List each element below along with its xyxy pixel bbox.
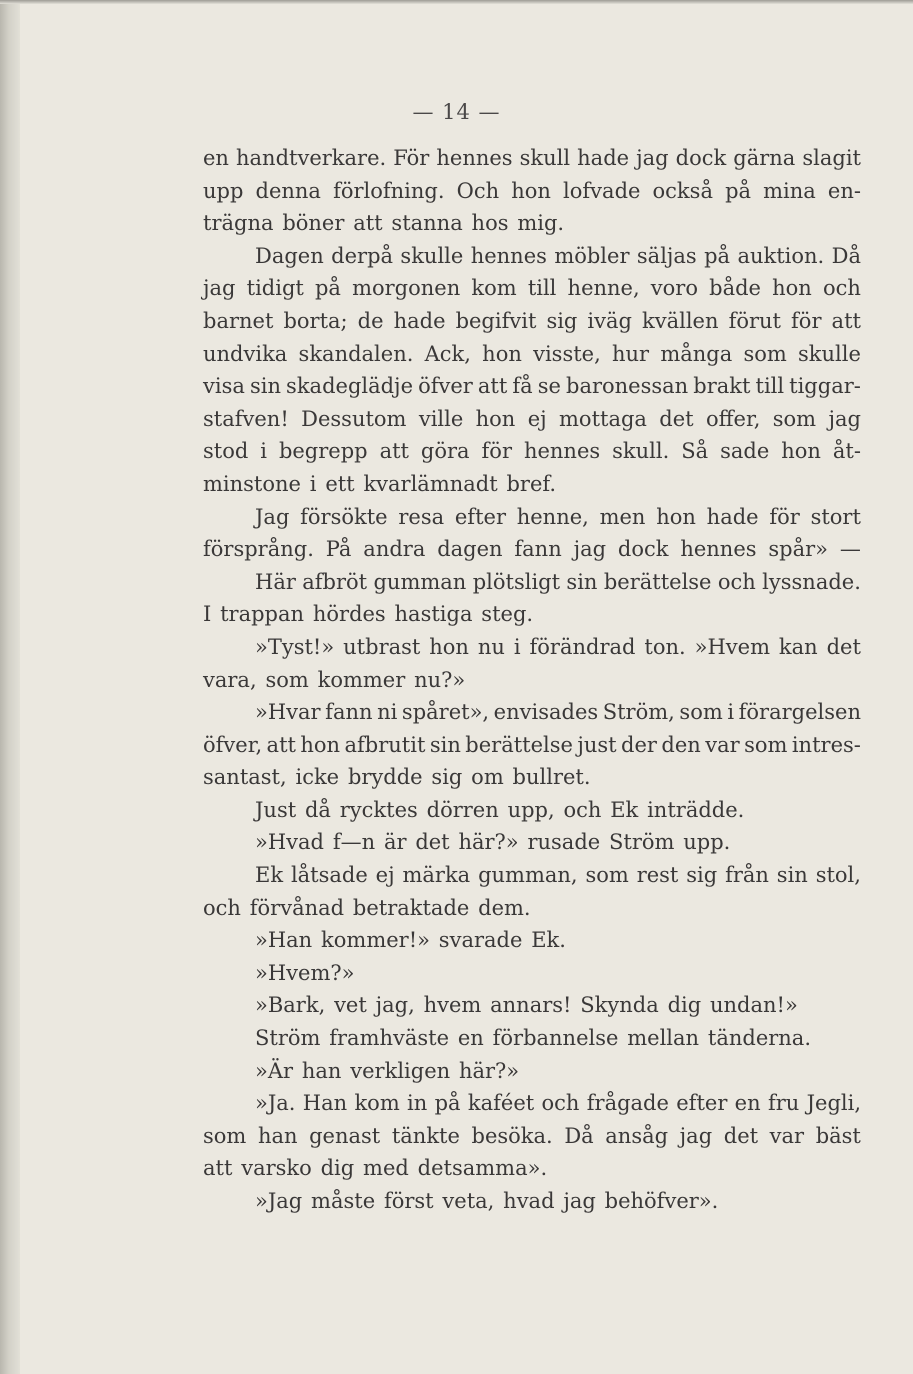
- text-line: stod i begrepp att göra för hennes skull. Så sade hon åt-: [203, 439, 861, 464]
- text-line: att varsko dig med detsamma».: [203, 1156, 548, 1181]
- text-line: visa sin skadeglädje öfver att få se baronessan brakt till tiggar-: [203, 374, 861, 399]
- text-line: barnet borta; de hade begifvit sig iväg kvällen förut för att: [203, 308, 861, 333]
- text-line: Ström framhväste en förbannelse mellan tänderna.: [255, 1026, 812, 1051]
- text-line: »Hvad f—n är det här?» rusade Ström upp.: [255, 830, 731, 855]
- text-line: vara, som kommer nu?»: [203, 667, 466, 692]
- text-line: Här afbröt gumman plötsligt sin berättelse och lyssnade.: [255, 569, 861, 594]
- text-line: »Ja. Han kom in på kaféet och frågade efter en fru Jegli,: [255, 1091, 861, 1116]
- text-line: santast, icke brydde sig om bullret.: [203, 765, 591, 790]
- text-line: »Jag måste först veta, hvad jag behöfver».: [255, 1189, 719, 1213]
- text-line: minstone i ett kvarlämnadt bref.: [203, 471, 557, 496]
- text-line: som han genast tänkte besöka. Då ansåg jag det var bäst: [203, 1123, 861, 1148]
- text-line: »Hvar fann ni spåret», envisades Ström, som i förargelsen: [255, 700, 861, 725]
- text-line: I trappan hördes hastiga steg.: [203, 602, 534, 627]
- page-number: — 14 —: [412, 100, 501, 124]
- text-line: Ek låtsade ej märka gumman, som rest sig från sin stol,: [255, 863, 861, 888]
- text-line: Jag försökte resa efter henne, men hon hade för stort: [255, 504, 861, 529]
- text-line: »Bark, vet jag, hvem annars! Skynda dig undan!»: [255, 993, 798, 1018]
- text-line: »Tyst!» utbrast hon nu i förändrad ton. »Hvem kan det: [255, 634, 861, 659]
- text-line: undvika skandalen. Ack, hon visste, hur många som skulle: [203, 341, 861, 366]
- body-text: [203, 142, 861, 1218]
- text-line: »Han kommer!» svarade Ek.: [255, 928, 566, 953]
- text-line: Dagen derpå skulle hennes möbler säljas på auktion. Då: [255, 243, 861, 268]
- text-line: upp denna förlofning. Och hon lofvade också på mina en-: [203, 178, 861, 203]
- text-line: öfver, att hon afbrutit sin berättelse just der den var som intres-: [203, 732, 861, 757]
- text-line: jag tidigt på morgonen kom till henne, voro både hon och: [203, 276, 861, 301]
- text-line: försprång. På andra dagen fann jag dock hennes spår» —: [203, 537, 861, 562]
- text-line: »Hvem?»: [255, 960, 355, 985]
- text-line: »Är han verkligen här?»: [255, 1058, 520, 1083]
- text-line: trägna böner att stanna hos mig.: [203, 211, 565, 236]
- text-line: stafven! Dessutom ville hon ej mottaga det offer, som jag: [203, 406, 861, 431]
- text-line: en handtverkare. För hennes skull hade jag dock gärna slagit: [203, 146, 861, 170]
- text-line: Just då rycktes dörren upp, och Ek inträdde.: [255, 797, 745, 822]
- text-line: och förvånad betraktade dem.: [203, 895, 531, 920]
- page-top-edge: [0, 0, 913, 4]
- book-binding-edge: [0, 0, 20, 1374]
